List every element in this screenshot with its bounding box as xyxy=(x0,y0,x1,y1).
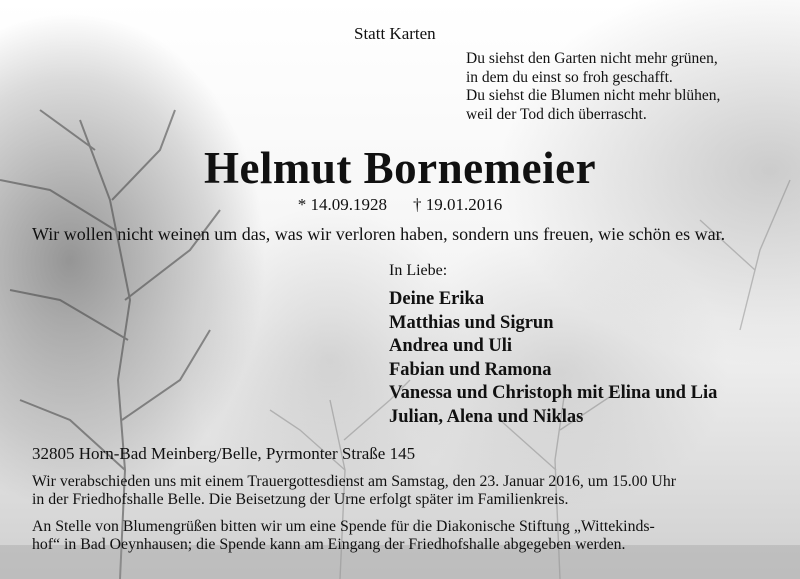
birth-date: * 14.09.1928 xyxy=(297,195,387,214)
mourner-name: Fabian und Ramona xyxy=(389,359,552,380)
service-line: in der Friedhofshalle Belle. Die Beisetzung der Urne erfolgt später im Familienkreis. xyxy=(32,491,569,508)
life-dates xyxy=(0,195,800,215)
poem-line: Du siehst den Garten nicht mehr grünen, xyxy=(466,50,718,67)
mourners-list xyxy=(389,288,717,429)
mourner-name: Vanessa und Christoph mit Elina und Lia xyxy=(389,383,718,403)
service-line: Wir verabschieden uns mit einem Trauergottesdienst am Samstag, den 23. Januar 2016, um 15.00 Uhr xyxy=(32,473,677,490)
service-paragraph xyxy=(32,473,676,509)
poem xyxy=(466,50,720,124)
mourner-name: Deine Erika xyxy=(389,289,485,309)
donation-paragraph xyxy=(32,518,655,554)
mourner-name: Matthias und Sigrun xyxy=(389,312,554,333)
statt-karten-label: Statt Karten xyxy=(354,24,436,43)
memorial-quote: Wir wollen nicht weinen um das, was wir verloren haben, sondern uns freuen, wie schön es war. xyxy=(32,224,726,244)
deceased-name: Helmut Bornemeier xyxy=(203,143,597,193)
poem-line: in dem du einst so froh geschafft. xyxy=(466,68,673,86)
death-date: † 19.01.2016 xyxy=(413,195,503,214)
donation-line: hof“ in Bad Oeynhausen; die Spende kann am Eingang der Friedhofshalle abgegeben werden. xyxy=(32,536,626,553)
mourner-name: Andrea und Uli xyxy=(389,336,513,356)
poem-line: Du siehst die Blumen nicht mehr blühen, xyxy=(466,87,721,104)
family-address: 32805 Horn-Bad Meinberg/Belle, Pyrmonter Straße 145 xyxy=(32,444,416,463)
donation-line: An Stelle von Blumengrüßen bitten wir um eine Spende für die Diakonische Stiftung „Wittekinds- xyxy=(32,518,655,535)
mourner-name: Julian, Alena und Niklas xyxy=(389,406,584,427)
poem-line: weil der Tod dich überrascht. xyxy=(466,105,647,123)
mourners-label: In Liebe: xyxy=(389,262,448,279)
